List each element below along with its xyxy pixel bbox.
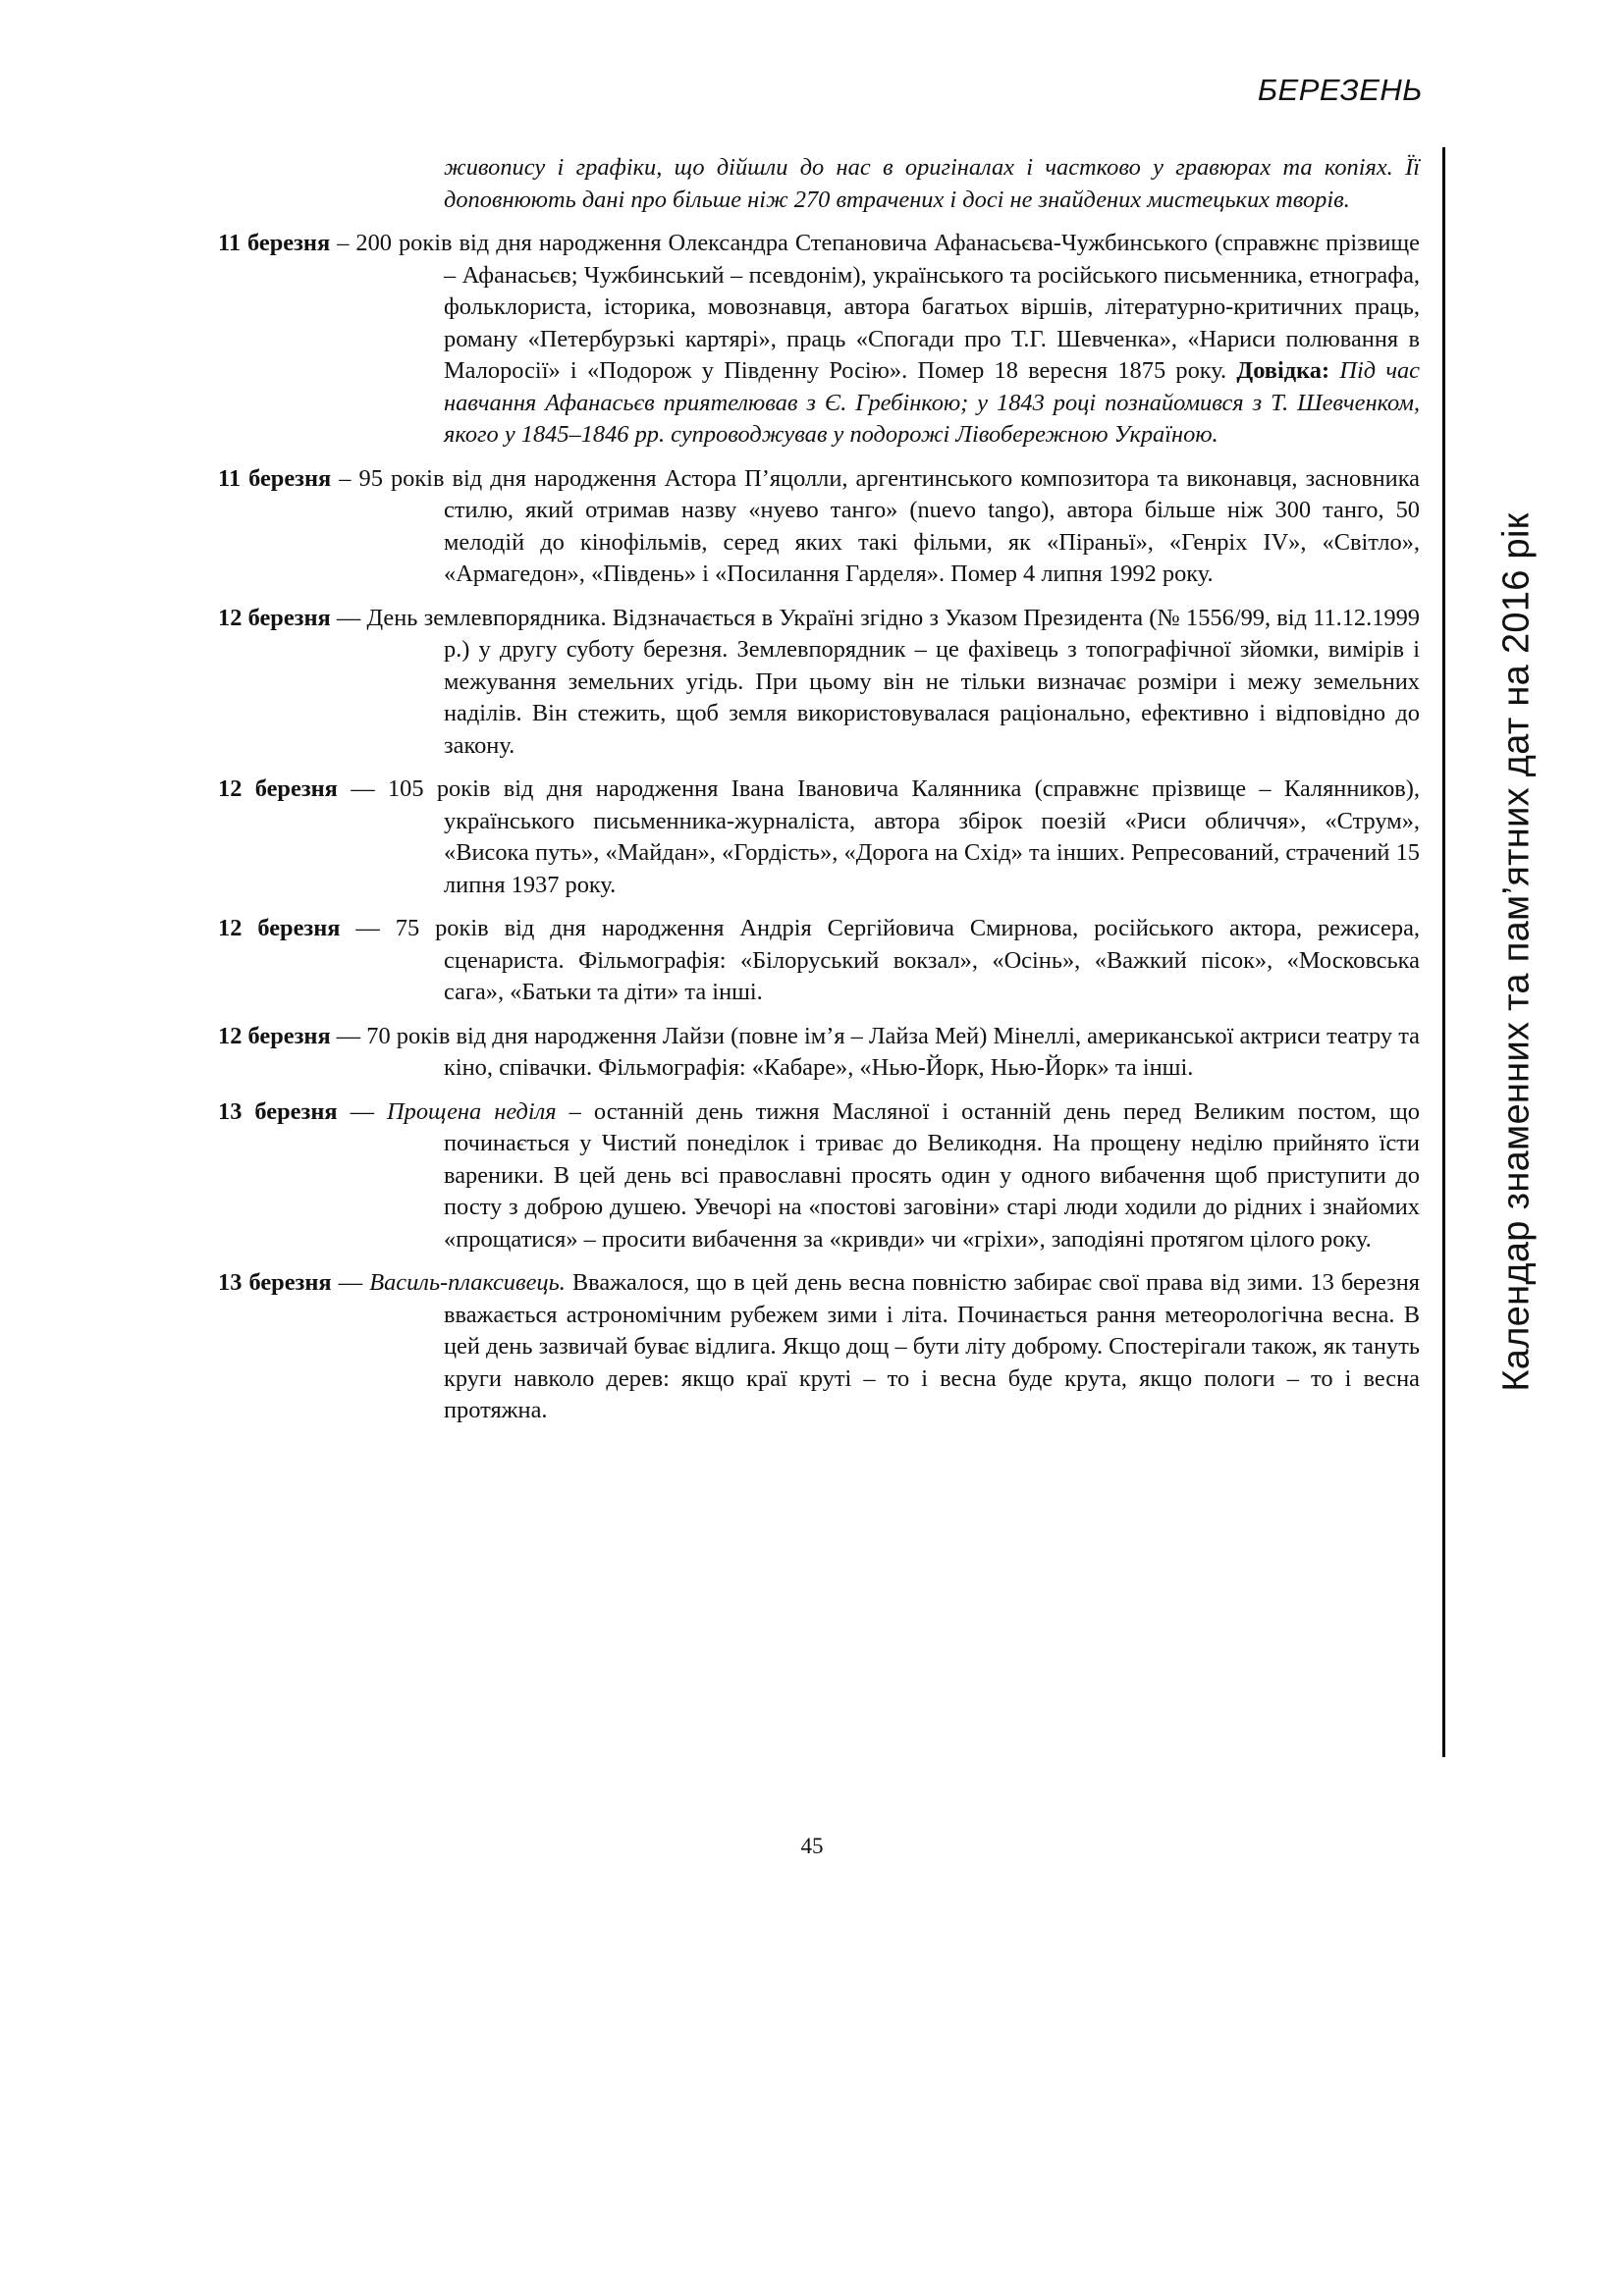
entry-separator: — (330, 1022, 367, 1049)
entry-date: 12 березня (218, 915, 341, 941)
side-title-container (1473, 147, 1561, 1757)
entry-text: 95 років від дня народження Астора П’яцолли, аргентинського композитора та виконавця, засновника стилю, який отримав назву «нуево танго» (nuevo tango), автора більше ніж 300 танго, 50 мелодій до кінофільмів, серед яких такі фільми, як «Піраньї», «Генріх IV», «Світло», «Армагедон», «Південь» і «Посилання Гарделя». Помер 4 липня 1992 року. (358, 464, 1420, 587)
entry-text: 200 років від дня народження Олександра Степановича Афанасьєва-Чужбинського (справжнє прізвище – Афанасьєв; Чужбинський – псевдонім), українського та російського письменника, етнографа, фольклориста, історика, мовознавця, автора багатьох віршів, літературно-критичних праць, роману «Петербурзькі картярі», праць «Спогади про Т.Г. Шевченка», «Нариси полювання в Малоросії» і «Подорож у Південну Росію». Помер 18 вересня 1875 року. (355, 230, 1420, 384)
entry-date: 13 березня (218, 1269, 332, 1296)
entry-smirnov (218, 913, 1420, 1009)
page-number: 45 (800, 1834, 824, 1858)
entry-kalyannyk (218, 774, 1420, 901)
entry-text: День землевпорядника. Відзначається в Україні згідно з Указом Президента (№ 1556/99, від 11.12.1999 р.) у другу суботу березня. Землевпорядник – це фахівець з топографічної зйомки, вимірів і межування земельних угідь. При цьому він не тільки визначає розміри і межу земельних наділів. Він стежить, щоб земля використовувалася раціонально, ефективно і відповідно до закону. (366, 604, 1420, 759)
entry-separator: — (340, 915, 396, 941)
entry-forgiveness-sunday (218, 1096, 1420, 1256)
entry-piazzolla (218, 463, 1420, 591)
entry-date: 12 березня (218, 775, 338, 802)
entry-date: 12 березня (218, 1022, 331, 1049)
entry-text: 105 років від дня народження Івана Івановича Калянника (справжнє прізвище – Калянников), українського письменника-журналіста, автора збірок поезій «Риси обличчя», «Струм», «Висока путь», «Майдан», «Гордість», «Дорога на Схід» та інших. Репресований, страчений 15 липня 1937 року. (387, 775, 1420, 898)
entry-lead: Василь-плаксивець. (369, 1269, 566, 1296)
note-label: Довідка: (1236, 357, 1330, 384)
entry-separator: — (330, 604, 367, 631)
entry-date: 11 березня (218, 464, 332, 492)
entry-separator: – (331, 464, 359, 492)
entry-separator: — (331, 1269, 370, 1296)
entry-date: 11 березня (218, 230, 331, 256)
running-header: БЕРЕЗЕНЬ (1257, 73, 1423, 107)
note-text: Під час навчання Афанасьєв приятелював з Є. Гребінкою; у 1843 році познайомився з Т. Шевченком, якого у 1845–1846 рр. супроводжував у подорожі Лівобережною Україною. (444, 357, 1420, 448)
entry-vasyl-plaksyvets (218, 1267, 1420, 1427)
entry-text: 70 років від дня народження Лайзи (повне ім’я – Лайза Мей) Мінеллі, американської актриси театру та кіно, співачки. Фільмографія: «Кабаре», «Нью-Йорк, Нью-Йорк» та інші. (366, 1022, 1420, 1081)
side-title: Календар знаменних та пам’ятних дат на 2016 рік (1495, 512, 1538, 1392)
entry-date: 12 березня (218, 604, 331, 631)
entry-afanasiev (218, 228, 1420, 452)
entry-lead: Прощена неділя (387, 1097, 557, 1125)
entry-text: Вважалося, що в цей день весна повністю забирає свої права від зими. 13 березня вважається астрономічним рубежем зими і літа. Починається рання метеорологічна весна. В цей день зазвичай буває відлига. Якщо дощ – бути літу доброму. Спостерігали також, як тануть круги навколо дерев: якщо краї круті – то і весна буде крута, якщо пологи – то і весна протяжна. (444, 1269, 1420, 1423)
entry-minnelli (218, 1021, 1420, 1085)
entry-separator: — (337, 1097, 388, 1125)
entry-land-surveyor-day (218, 603, 1420, 763)
intro-paragraph: живопису і графіки, що дійшли до нас в оригіналах і частково у гравюрах та копіях. Її доповнюють дані про більше ніж 270 втрачених і досі не знайдених мистецьких творів. (444, 154, 1420, 213)
entry-separator: — (337, 775, 388, 802)
entry-separator: – (330, 230, 356, 256)
entry-date: 13 березня (218, 1097, 338, 1125)
page-content (218, 152, 1420, 1427)
entry-text: 75 років від дня народження Андрія Сергійовича Смирнова, російського актора, режисера, сценариста. Фільмографія: «Білоруський вокзал», «Осінь», «Важкий пісок», «Московська сага», «Батьки та діти» та інші. (395, 915, 1420, 1005)
vertical-rule (1442, 147, 1445, 1757)
entry-text: – останній день тижня Масляної і останній день перед Великим постом, що починається у Чистий понеділок і триває до Великодня. На прощену неділю прийнято їсти вареники. В цей день всі православні просять один у одного вибачення щоб приступити до посту з доброю душею. Увечорі на «постові заговіни» старі люди ходили до рідних і знайомих «прощатися» – просити вибачення за «кривди» чи «гріхи», заподіяні протягом цілого року. (444, 1097, 1421, 1253)
